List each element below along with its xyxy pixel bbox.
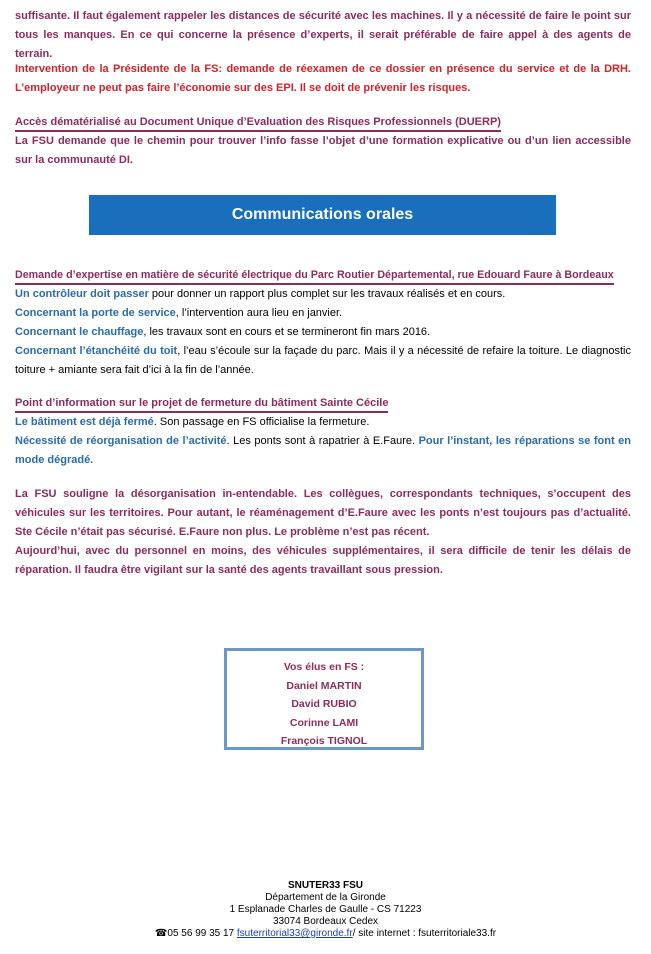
fsu-paragraph-2: Aujourd’hui, avec du personnel en moins, des véhicules supplémentaires, il sera difficile de tenir les délais de réparation. Il faudra être vigilant sur la santé des agents travaillant sous pression. bbox=[15, 545, 631, 576]
intervention-text: Intervention de la Présidente de la FS: demande de réexamen de ce dossier en présence du service et de la DRH. L’employeur ne peut pas faire l’économie sur des EPI. Il se doit de prévenir les risques. bbox=[15, 63, 631, 94]
top-paragraph bbox=[15, 7, 631, 64]
expertise-heading-wrap bbox=[15, 266, 631, 285]
top-paragraph-text: suffisante. Il faut également rappeler les distances de sécurité avec les machines. Il y a nécessité de faire le point sur tous les manques. En ce qui concerne la présence d’experts, il serait préférable de faire appel à des agents de terrain. bbox=[15, 10, 631, 60]
communications-banner bbox=[89, 195, 556, 235]
footer-address: 1 Esplanade Charles de Gaulle - CS 71223 bbox=[229, 904, 422, 915]
sainte-cecile-line-1-lead: Le bâtiment est déjà fermé bbox=[15, 416, 154, 428]
fsu-section bbox=[15, 485, 631, 580]
expertise-line-2-lead: Concernant la porte de service bbox=[15, 307, 176, 319]
footer-city: 33074 Bordeaux Cedex bbox=[272, 916, 379, 927]
expertise-line-4-rest: , l’eau s’écoule sur la façade du parc. Mais il y a nécessité de refaire la toiture. Le diagnostic toiture + amiante sera fait d’ici à la fin de l’année. bbox=[15, 345, 631, 376]
expertise-line-3-rest: , les travaux sont en cours et se termineront fin mars 2016. bbox=[143, 326, 431, 338]
expertise-line-4-lead: Concernant l’étanchéité du toit bbox=[15, 345, 178, 357]
elus-box bbox=[224, 648, 424, 750]
expertise-line-4 bbox=[15, 342, 631, 380]
footer-email-link[interactable]: fsuterritorial33@gironde.fr bbox=[236, 928, 353, 939]
expertise-line-3 bbox=[15, 323, 631, 342]
expertise-line-2-rest: , l’intervention aura lieu en janvier. bbox=[175, 307, 343, 319]
sainte-cecile-section bbox=[15, 394, 631, 470]
footer-org: SNUTER33 FSU bbox=[287, 880, 363, 891]
sainte-cecile-line-2 bbox=[15, 432, 631, 470]
sainte-cecile-line-2-tail: Pour l’instant, les réparations se font en mode dégradé. bbox=[15, 435, 631, 466]
banner-title: Communications orales bbox=[231, 206, 414, 223]
expertise-line-3-lead: Concernant le chauffage bbox=[15, 326, 144, 338]
expertise-line-1-lead: Un contrôleur doit passer bbox=[15, 288, 149, 300]
sainte-cecile-line-1 bbox=[15, 413, 631, 432]
sainte-cecile-heading: Point d’information sur le projet de fermeture du bâtiment Sainte Cécile bbox=[15, 396, 388, 413]
expertise-line-1 bbox=[15, 285, 631, 304]
elu-name: David RUBIO bbox=[291, 698, 357, 710]
elus-title: Vos élus en FS : bbox=[283, 661, 365, 673]
duerp-heading-wrap bbox=[15, 113, 631, 132]
elu-name: Corinne LAMI bbox=[289, 716, 359, 729]
sainte-cecile-line-1-rest: . Son passage en FS officialise la fermeture. bbox=[153, 416, 370, 428]
duerp-section bbox=[15, 113, 631, 170]
footer-dept: Département de la Gironde bbox=[265, 892, 386, 903]
phone-icon: ☎ bbox=[154, 928, 168, 939]
footer-phone: 05 56 99 35 17 bbox=[167, 928, 235, 939]
intervention-section bbox=[15, 60, 631, 98]
duerp-text: La FSU demande que le chemin pour trouver l’info fasse l’objet d’une formation explicative ou d’un lien accessible sur la communauté DI. bbox=[15, 135, 631, 166]
sainte-cecile-line-2-lead: Nécessité de réorganisation de l’activité bbox=[15, 435, 227, 447]
footer bbox=[0, 880, 651, 940]
expertise-line-2 bbox=[15, 304, 631, 323]
duerp-heading: Accès dématérialisé au Document Unique d’Evaluation des Risques Professionnels (DUERP) bbox=[15, 115, 501, 132]
footer-site: / site internet : fsuterritoriale33.fr bbox=[352, 928, 497, 939]
sainte-cecile-heading-wrap bbox=[15, 394, 631, 413]
elu-name: Daniel MARTIN bbox=[286, 679, 362, 692]
expertise-heading: Demande d’expertise en matière de sécurité électrique du Parc Routier Départemental, rue Edouard Faure à Bordeaux bbox=[15, 268, 614, 285]
sainte-cecile-line-2-rest: . Les ponts sont à rapatrier à E.Faure. bbox=[226, 435, 419, 447]
expertise-line-1-rest: pour donner un rapport plus complet sur les travaux réalisés et en cours. bbox=[148, 288, 506, 300]
footer-contact bbox=[0, 928, 651, 940]
elu-name: François TIGNOL bbox=[280, 735, 368, 747]
fsu-paragraph-1: La FSU souligne la désorganisation in-entendable. Les collègues, correspondants techniques, s’occupent des véhicules sur les territoires. Pour autant, le réaménagement d’E.Faure avec les ponts n’est toujours pas d’actualité. Ste Cécile n’était pas sécurisé. E.Faure non plus. Le problème n’est pas récent. bbox=[15, 488, 631, 538]
expertise-section bbox=[15, 266, 631, 380]
